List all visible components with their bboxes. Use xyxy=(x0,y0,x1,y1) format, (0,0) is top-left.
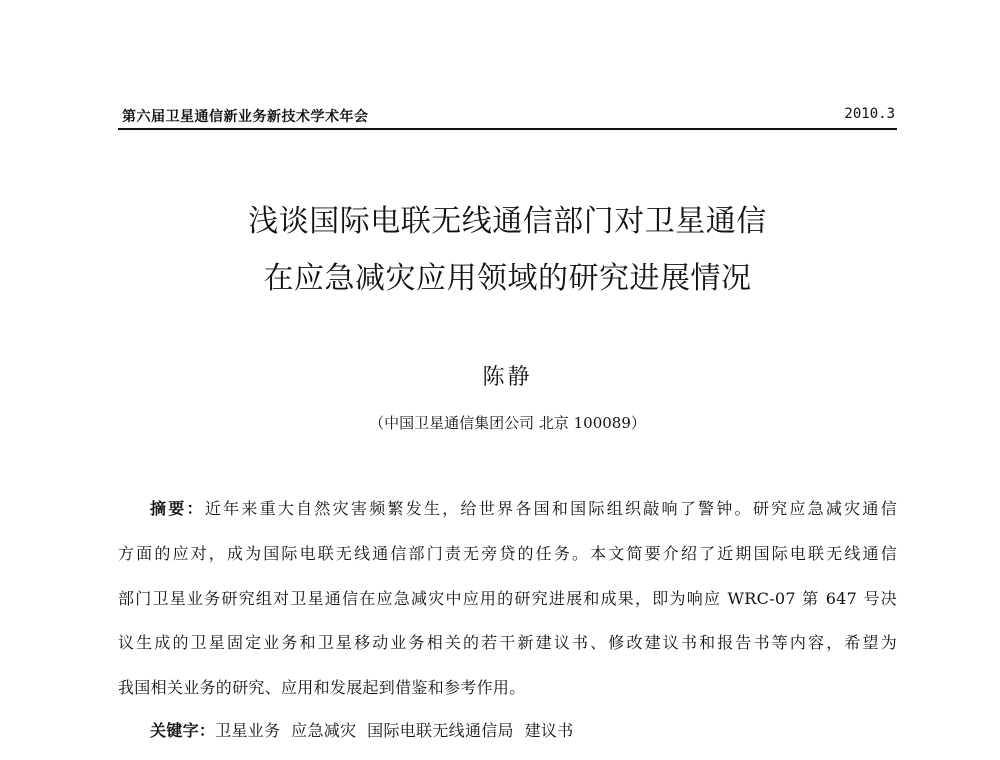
author-name: 陈静 xyxy=(482,365,533,390)
abstract-label: 摘要： xyxy=(150,499,205,518)
abstract-line-1 xyxy=(118,496,897,519)
paper-title-line-2: 在应急减灾应用领域的研究进展情况 xyxy=(263,261,752,296)
issue-date: 2010.3 xyxy=(844,106,895,122)
author-affiliation: （中国卫星通信集团公司 北京 100089） xyxy=(369,414,646,432)
abstract-line-5: 我国相关业务的研究、应用和发展起到借鉴和参考作用。 xyxy=(118,678,526,697)
abstract-line-2: 方面的应对，成为国际电联无线通信部门责无旁贷的任务。本文简要介绍了近期国际电联无线通信 xyxy=(118,544,897,563)
conference-name: 第六届卫星通信新业务新技术学术年会 xyxy=(122,109,369,125)
keywords-label: 关键字： xyxy=(150,721,216,740)
paper-title-line-1: 浅谈国际电联无线通信部门对卫星通信 xyxy=(248,204,767,239)
abstract-text-1: 近年来重大自然灾害频繁发生，给世界各国和国际组织敲响了警钟。研究应急减灾通信 xyxy=(204,499,897,518)
running-header xyxy=(118,104,897,130)
keywords-line xyxy=(118,718,897,741)
keywords-text: 卫星业务 应急减灾 国际电联无线通信局 建议书 xyxy=(215,721,574,740)
abstract-line-4: 议生成的卫星固定业务和卫星移动业务相关的若干新建议书、修改建议书和报告书等内容，希望为 xyxy=(118,633,897,652)
abstract-line-3: 部门卫星业务研究组对卫星通信在应急减灾中应用的研究进展和成果，即为响应 WRC-07 第 647 号决 xyxy=(118,589,897,608)
